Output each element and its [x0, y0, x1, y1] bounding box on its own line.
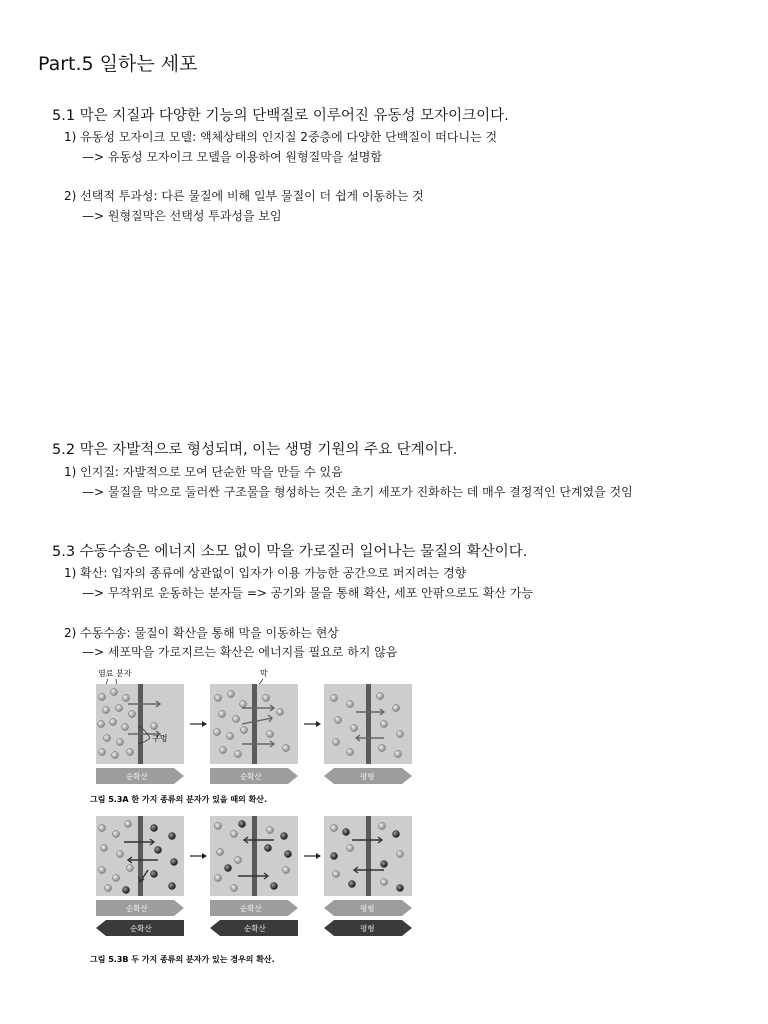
section-heading-5-3: 5.3 수동수송은 에너지 소모 없이 막을 가로질러 일어나는 물질의 확산이다.: [52, 544, 528, 560]
membrane-label: 막: [260, 669, 268, 678]
net-diffusion-label: 순확산: [126, 904, 148, 913]
figure-a: [96, 684, 412, 784]
net-diffusion-label: 순확산: [130, 924, 152, 933]
section-5-2-item-1: 1) 인지질: 자발적으로 모여 단순한 막을 만들 수 있음: [64, 465, 343, 479]
section-5-3-item-2-note: —> 세포막을 가로지르는 확산은 에너지를 필요로 하지 않음: [82, 645, 398, 659]
transition-arrow: [304, 721, 321, 727]
dye-molecule-label: 염료 분자: [98, 669, 132, 678]
equilibrium-label: 평형: [360, 924, 375, 933]
equilibrium-label: 평형: [360, 772, 375, 781]
section-heading-5-2: 5.2 막은 자발적으로 형성되며, 이는 생명 기원의 주요 단계이다.: [52, 442, 458, 458]
transition-arrow: [190, 853, 207, 859]
membrane-bar: [252, 684, 257, 764]
net-diffusion-label: 순확산: [126, 772, 148, 781]
net-diffusion-label: 순확산: [240, 904, 262, 913]
transition-arrow: [190, 721, 207, 727]
page-title: Part.5 일하는 세포: [38, 53, 198, 75]
section-5-2-item-1-note: —> 물질을 막으로 둘러싼 구조물을 형성하는 것은 초기 세포가 진화하는 데 매우 결정적인 단계였을 것임: [82, 485, 633, 499]
section-5-3-item-1: 1) 확산: 입자의 종류에 상관없이 입자가 이용 가능한 공간으로 퍼지려는 경향: [64, 566, 467, 580]
section-5-1-item-1-note: —> 유동성 모자이크 모델을 이용하여 원형질막을 설명함: [82, 150, 382, 164]
transition-arrow: [304, 853, 321, 859]
membrane-bar: [366, 816, 371, 896]
membrane-bar: [366, 684, 371, 764]
equilibrium-label: 평형: [360, 904, 375, 913]
section-5-1-item-2-note: —> 원형질막은 선택성 투과성을 보임: [82, 209, 282, 223]
section-5-3-item-1-note: —> 무작위로 운동하는 분자들 => 공기와 물을 통해 확산, 세포 안팎으로도 확산 가능: [82, 586, 534, 600]
diffusion-figure: [88, 664, 418, 974]
membrane-bar: [252, 816, 257, 896]
section-5-1-item-2: 2) 선택적 투과성: 다른 물질에 비해 일부 물질이 더 쉽게 이동하는 것: [64, 189, 424, 203]
figure-b: [96, 816, 412, 936]
figure-caption-b: 그림 5.3B 두 가지 종류의 분자가 있는 경우의 확산.: [90, 955, 275, 964]
net-diffusion-label: 순확산: [244, 924, 266, 933]
section-5-1-item-1: 1) 유동성 모자이크 모델: 액체상태의 인지질 2중층에 다양한 단백질이 떠다니는 것: [64, 130, 498, 144]
section-heading-5-1: 5.1 막은 지질과 다양한 기능의 단백질로 이루어진 유동성 모자이크이다.: [52, 108, 509, 124]
membrane-bar: [138, 684, 143, 764]
membrane-bar: [138, 816, 143, 896]
net-diffusion-label: 순확산: [240, 772, 262, 781]
section-5-3-item-2: 2) 수동수송: 물질이 확산을 통해 막을 이동하는 현상: [64, 626, 339, 640]
pore-label: 구멍: [152, 734, 168, 743]
figure-caption-a: 그림 5.3A 한 가지 종류의 분자가 있을 때의 확산.: [90, 795, 268, 804]
